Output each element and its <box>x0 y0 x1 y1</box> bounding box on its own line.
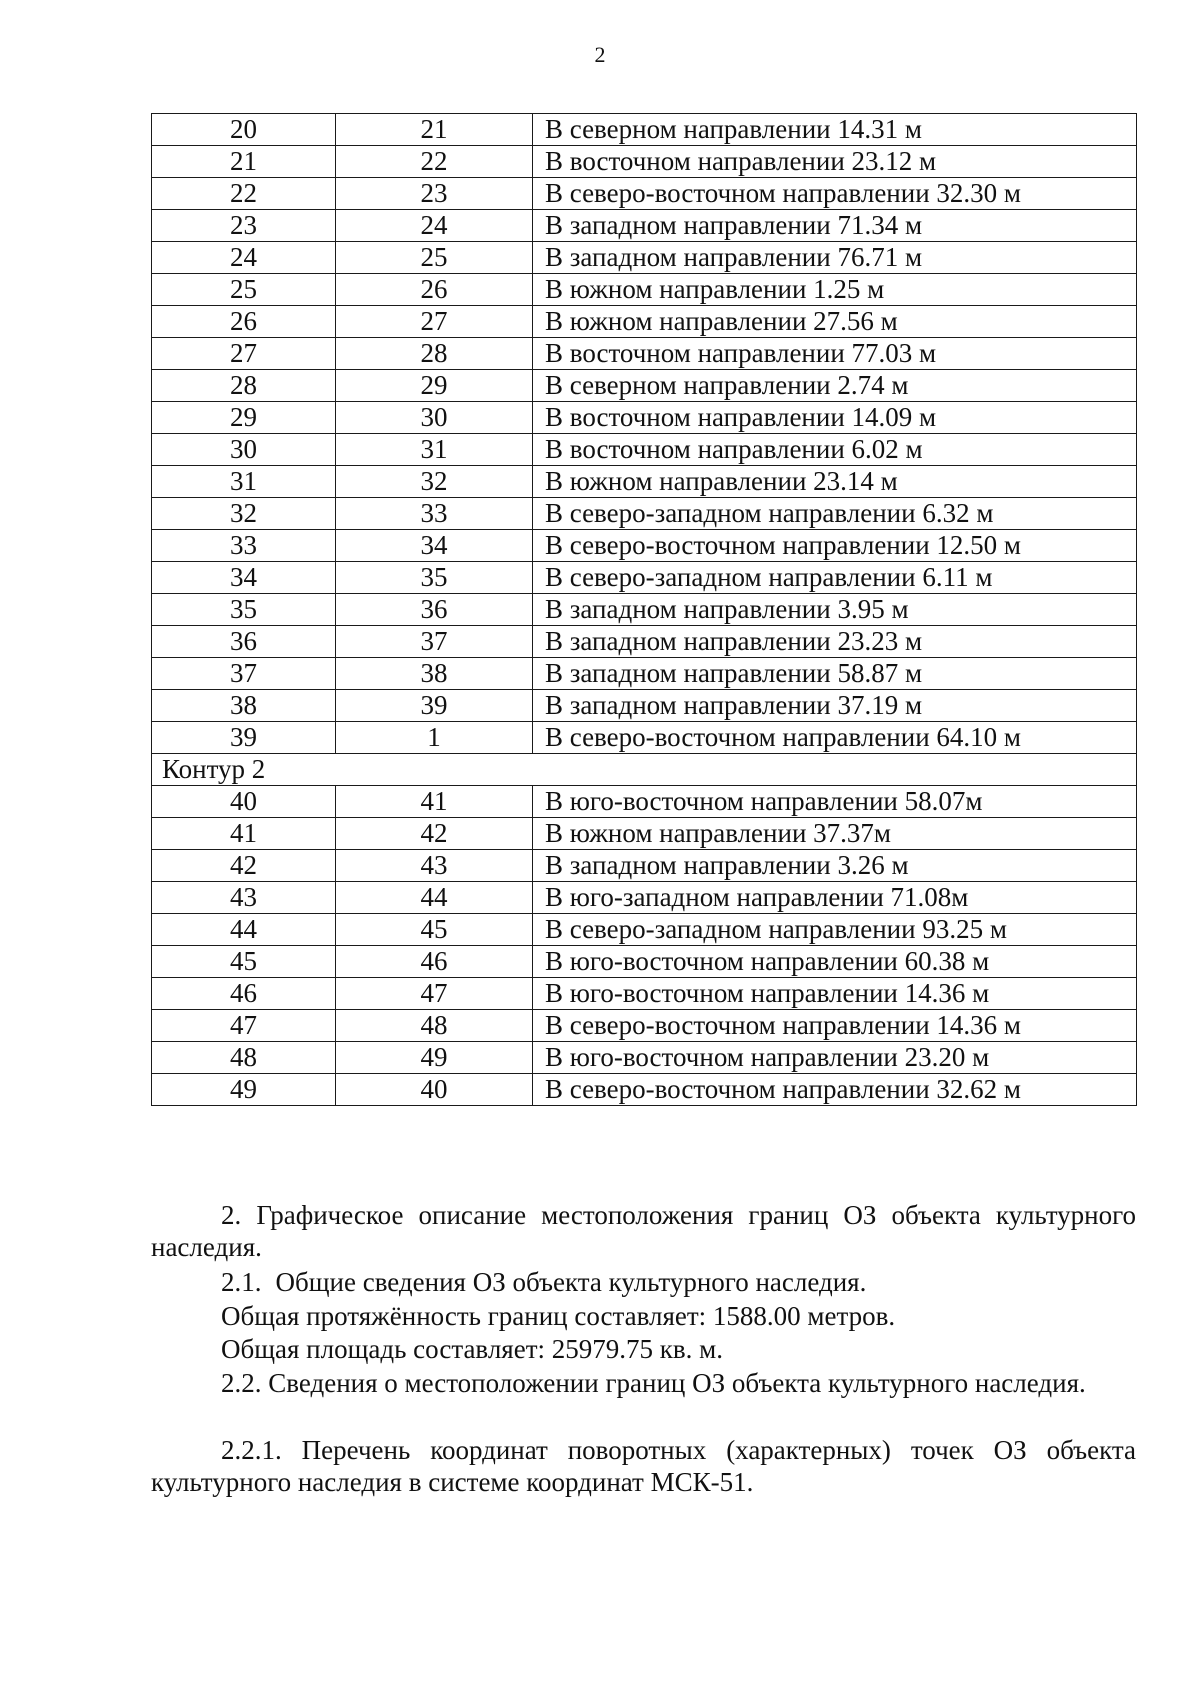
section-2-2-heading: 2.2. Сведения о местоположении границ ОЗ объекта культурного наследия. <box>221 1368 1086 1398</box>
point-to-cell: 47 <box>336 978 533 1010</box>
point-to-cell: 46 <box>336 946 533 978</box>
point-from-cell: 27 <box>152 338 336 370</box>
point-to-cell: 48 <box>336 1010 533 1042</box>
point-to-cell: 25 <box>336 242 533 274</box>
point-to-cell: 28 <box>336 338 533 370</box>
table-row <box>152 370 1137 402</box>
table-row <box>152 594 1137 626</box>
point-from-cell: 36 <box>152 626 336 658</box>
point-to-cell: 26 <box>336 274 533 306</box>
point-from-cell: 35 <box>152 594 336 626</box>
point-from-cell: 49 <box>152 1074 336 1106</box>
table-row <box>152 978 1137 1010</box>
table-row <box>152 690 1137 722</box>
point-to-cell: 31 <box>336 434 533 466</box>
point-from-cell: 39 <box>152 722 336 754</box>
point-from-cell: 32 <box>152 498 336 530</box>
direction-description-cell: В южном направлении 37.37м <box>533 818 1137 850</box>
table-row <box>152 114 1137 146</box>
direction-description-cell: В западном направлении 3.95 м <box>533 594 1137 626</box>
point-to-cell: 23 <box>336 178 533 210</box>
point-to-cell: 45 <box>336 914 533 946</box>
table-row <box>152 626 1137 658</box>
table-row <box>152 498 1137 530</box>
point-from-cell: 33 <box>152 530 336 562</box>
point-to-cell: 29 <box>336 370 533 402</box>
table-row <box>152 658 1137 690</box>
direction-description-cell: В восточном направлении 6.02 м <box>533 434 1137 466</box>
direction-description-cell: В юго-восточном направлении 23.20 м <box>533 1042 1137 1074</box>
direction-description-cell: В северо-западном направлении 6.32 м <box>533 498 1137 530</box>
direction-description-cell: В западном направлении 71.34 м <box>533 210 1137 242</box>
contour-1-rows <box>152 114 1137 754</box>
direction-description-cell: В восточном направлении 77.03 м <box>533 338 1137 370</box>
point-to-cell: 37 <box>336 626 533 658</box>
point-from-cell: 26 <box>152 306 336 338</box>
point-to-cell: 34 <box>336 530 533 562</box>
direction-description-cell: В северо-восточном направлении 14.36 м <box>533 1010 1137 1042</box>
table-row <box>152 306 1137 338</box>
point-to-cell: 40 <box>336 1074 533 1106</box>
table-row <box>152 242 1137 274</box>
point-from-cell: 37 <box>152 658 336 690</box>
direction-description-cell: В юго-восточном направлении 60.38 м <box>533 946 1137 978</box>
section-2-1-text: Общие сведения ОЗ объекта культурного наследия. <box>275 1267 867 1297</box>
table-row <box>152 850 1137 882</box>
section-2-heading: 2. Графическое описание местоположения границ ОЗ объекта культурного наследия. <box>151 1200 1136 1262</box>
point-to-cell: 41 <box>336 786 533 818</box>
direction-description-cell: В южном направлении 23.14 м <box>533 466 1137 498</box>
table-row <box>152 562 1137 594</box>
point-from-cell: 23 <box>152 210 336 242</box>
point-from-cell: 24 <box>152 242 336 274</box>
point-from-cell: 34 <box>152 562 336 594</box>
table-row <box>152 466 1137 498</box>
table-row <box>152 274 1137 306</box>
direction-description-cell: В западном направлении 76.71 м <box>533 242 1137 274</box>
point-from-cell: 42 <box>152 850 336 882</box>
table-row <box>152 1010 1137 1042</box>
point-to-cell: 33 <box>336 498 533 530</box>
table-row <box>152 786 1137 818</box>
point-to-cell: 49 <box>336 1042 533 1074</box>
point-to-cell: 21 <box>336 114 533 146</box>
point-from-cell: 29 <box>152 402 336 434</box>
point-to-cell: 27 <box>336 306 533 338</box>
table-row <box>152 338 1137 370</box>
direction-description-cell: В западном направлении 3.26 м <box>533 850 1137 882</box>
point-to-cell: 30 <box>336 402 533 434</box>
direction-description-cell: В юго-восточном направлении 58.07м <box>533 786 1137 818</box>
point-to-cell: 32 <box>336 466 533 498</box>
direction-description-cell: В южном направлении 1.25 м <box>533 274 1137 306</box>
direction-description-cell: В северном направлении 14.31 м <box>533 114 1137 146</box>
point-from-cell: 40 <box>152 786 336 818</box>
point-to-cell: 44 <box>336 882 533 914</box>
total-length-line: Общая протяжённость границ составляет: 1588.00 метров. <box>221 1301 896 1331</box>
table-row <box>152 178 1137 210</box>
point-from-cell: 46 <box>152 978 336 1010</box>
point-from-cell: 21 <box>152 146 336 178</box>
point-from-cell: 47 <box>152 1010 336 1042</box>
point-from-cell: 44 <box>152 914 336 946</box>
point-from-cell: 31 <box>152 466 336 498</box>
point-from-cell: 25 <box>152 274 336 306</box>
point-to-cell: 24 <box>336 210 533 242</box>
point-from-cell: 20 <box>152 114 336 146</box>
point-from-cell: 48 <box>152 1042 336 1074</box>
direction-description-cell: В северо-восточном направлении 64.10 м <box>533 722 1137 754</box>
point-from-cell: 22 <box>152 178 336 210</box>
direction-description-cell: В северо-западном направлении 6.11 м <box>533 562 1137 594</box>
direction-description-cell: В северо-западном направлении 93.25 м <box>533 914 1137 946</box>
contour-2-label: Контур 2 <box>152 754 1137 786</box>
table-row <box>152 1074 1137 1106</box>
table-row <box>152 914 1137 946</box>
direction-description-cell: В западном направлении 23.23 м <box>533 626 1137 658</box>
point-from-cell: 38 <box>152 690 336 722</box>
direction-description-cell: В северо-восточном направлении 32.30 м <box>533 178 1137 210</box>
total-area-line: Общая площадь составляет: 25979.75 кв. м. <box>221 1334 723 1364</box>
table-row <box>152 402 1137 434</box>
direction-description-cell: В юго-восточном направлении 14.36 м <box>533 978 1137 1010</box>
section-2-2-1-paragraph: 2.2.1. Перечень координат поворотных (характерных) точек ОЗ объекта культурного наследия в системе координат МСК-51. <box>151 1435 1136 1497</box>
direction-description-cell: В южном направлении 27.56 м <box>533 306 1137 338</box>
direction-description-cell: В западном направлении 37.19 м <box>533 690 1137 722</box>
point-to-cell: 39 <box>336 690 533 722</box>
table-row <box>152 818 1137 850</box>
point-to-cell: 42 <box>336 818 533 850</box>
point-to-cell: 22 <box>336 146 533 178</box>
contour-2-rows <box>152 786 1137 1106</box>
table-row <box>152 722 1137 754</box>
table-row <box>152 530 1137 562</box>
direction-description-cell: В северо-восточном направлении 12.50 м <box>533 530 1137 562</box>
point-from-cell: 45 <box>152 946 336 978</box>
point-to-cell: 1 <box>336 722 533 754</box>
page-number: 2 <box>594 42 606 67</box>
direction-description-cell: В северном направлении 2.74 м <box>533 370 1137 402</box>
table-row <box>152 146 1137 178</box>
direction-description-cell: В западном направлении 58.87 м <box>533 658 1137 690</box>
table-row <box>152 882 1137 914</box>
table-row <box>152 1042 1137 1074</box>
direction-description-cell: В юго-западном направлении 71.08м <box>533 882 1137 914</box>
point-from-cell: 43 <box>152 882 336 914</box>
point-from-cell: 41 <box>152 818 336 850</box>
point-from-cell: 30 <box>152 434 336 466</box>
point-from-cell: 28 <box>152 370 336 402</box>
contour-2-header <box>152 754 1137 786</box>
direction-description-cell: В северо-восточном направлении 32.62 м <box>533 1074 1137 1106</box>
direction-description-cell: В восточном направлении 23.12 м <box>533 146 1137 178</box>
section-2-1-number: 2.1. <box>221 1267 262 1297</box>
table-row <box>152 434 1137 466</box>
contour-header-row <box>152 754 1137 786</box>
table-row <box>152 210 1137 242</box>
point-to-cell: 35 <box>336 562 533 594</box>
point-to-cell: 43 <box>336 850 533 882</box>
point-to-cell: 38 <box>336 658 533 690</box>
boundary-description-table <box>151 113 1137 1106</box>
section-2-1-heading <box>151 1266 1136 1298</box>
direction-description-cell: В восточном направлении 14.09 м <box>533 402 1137 434</box>
point-to-cell: 36 <box>336 594 533 626</box>
table-row <box>152 946 1137 978</box>
